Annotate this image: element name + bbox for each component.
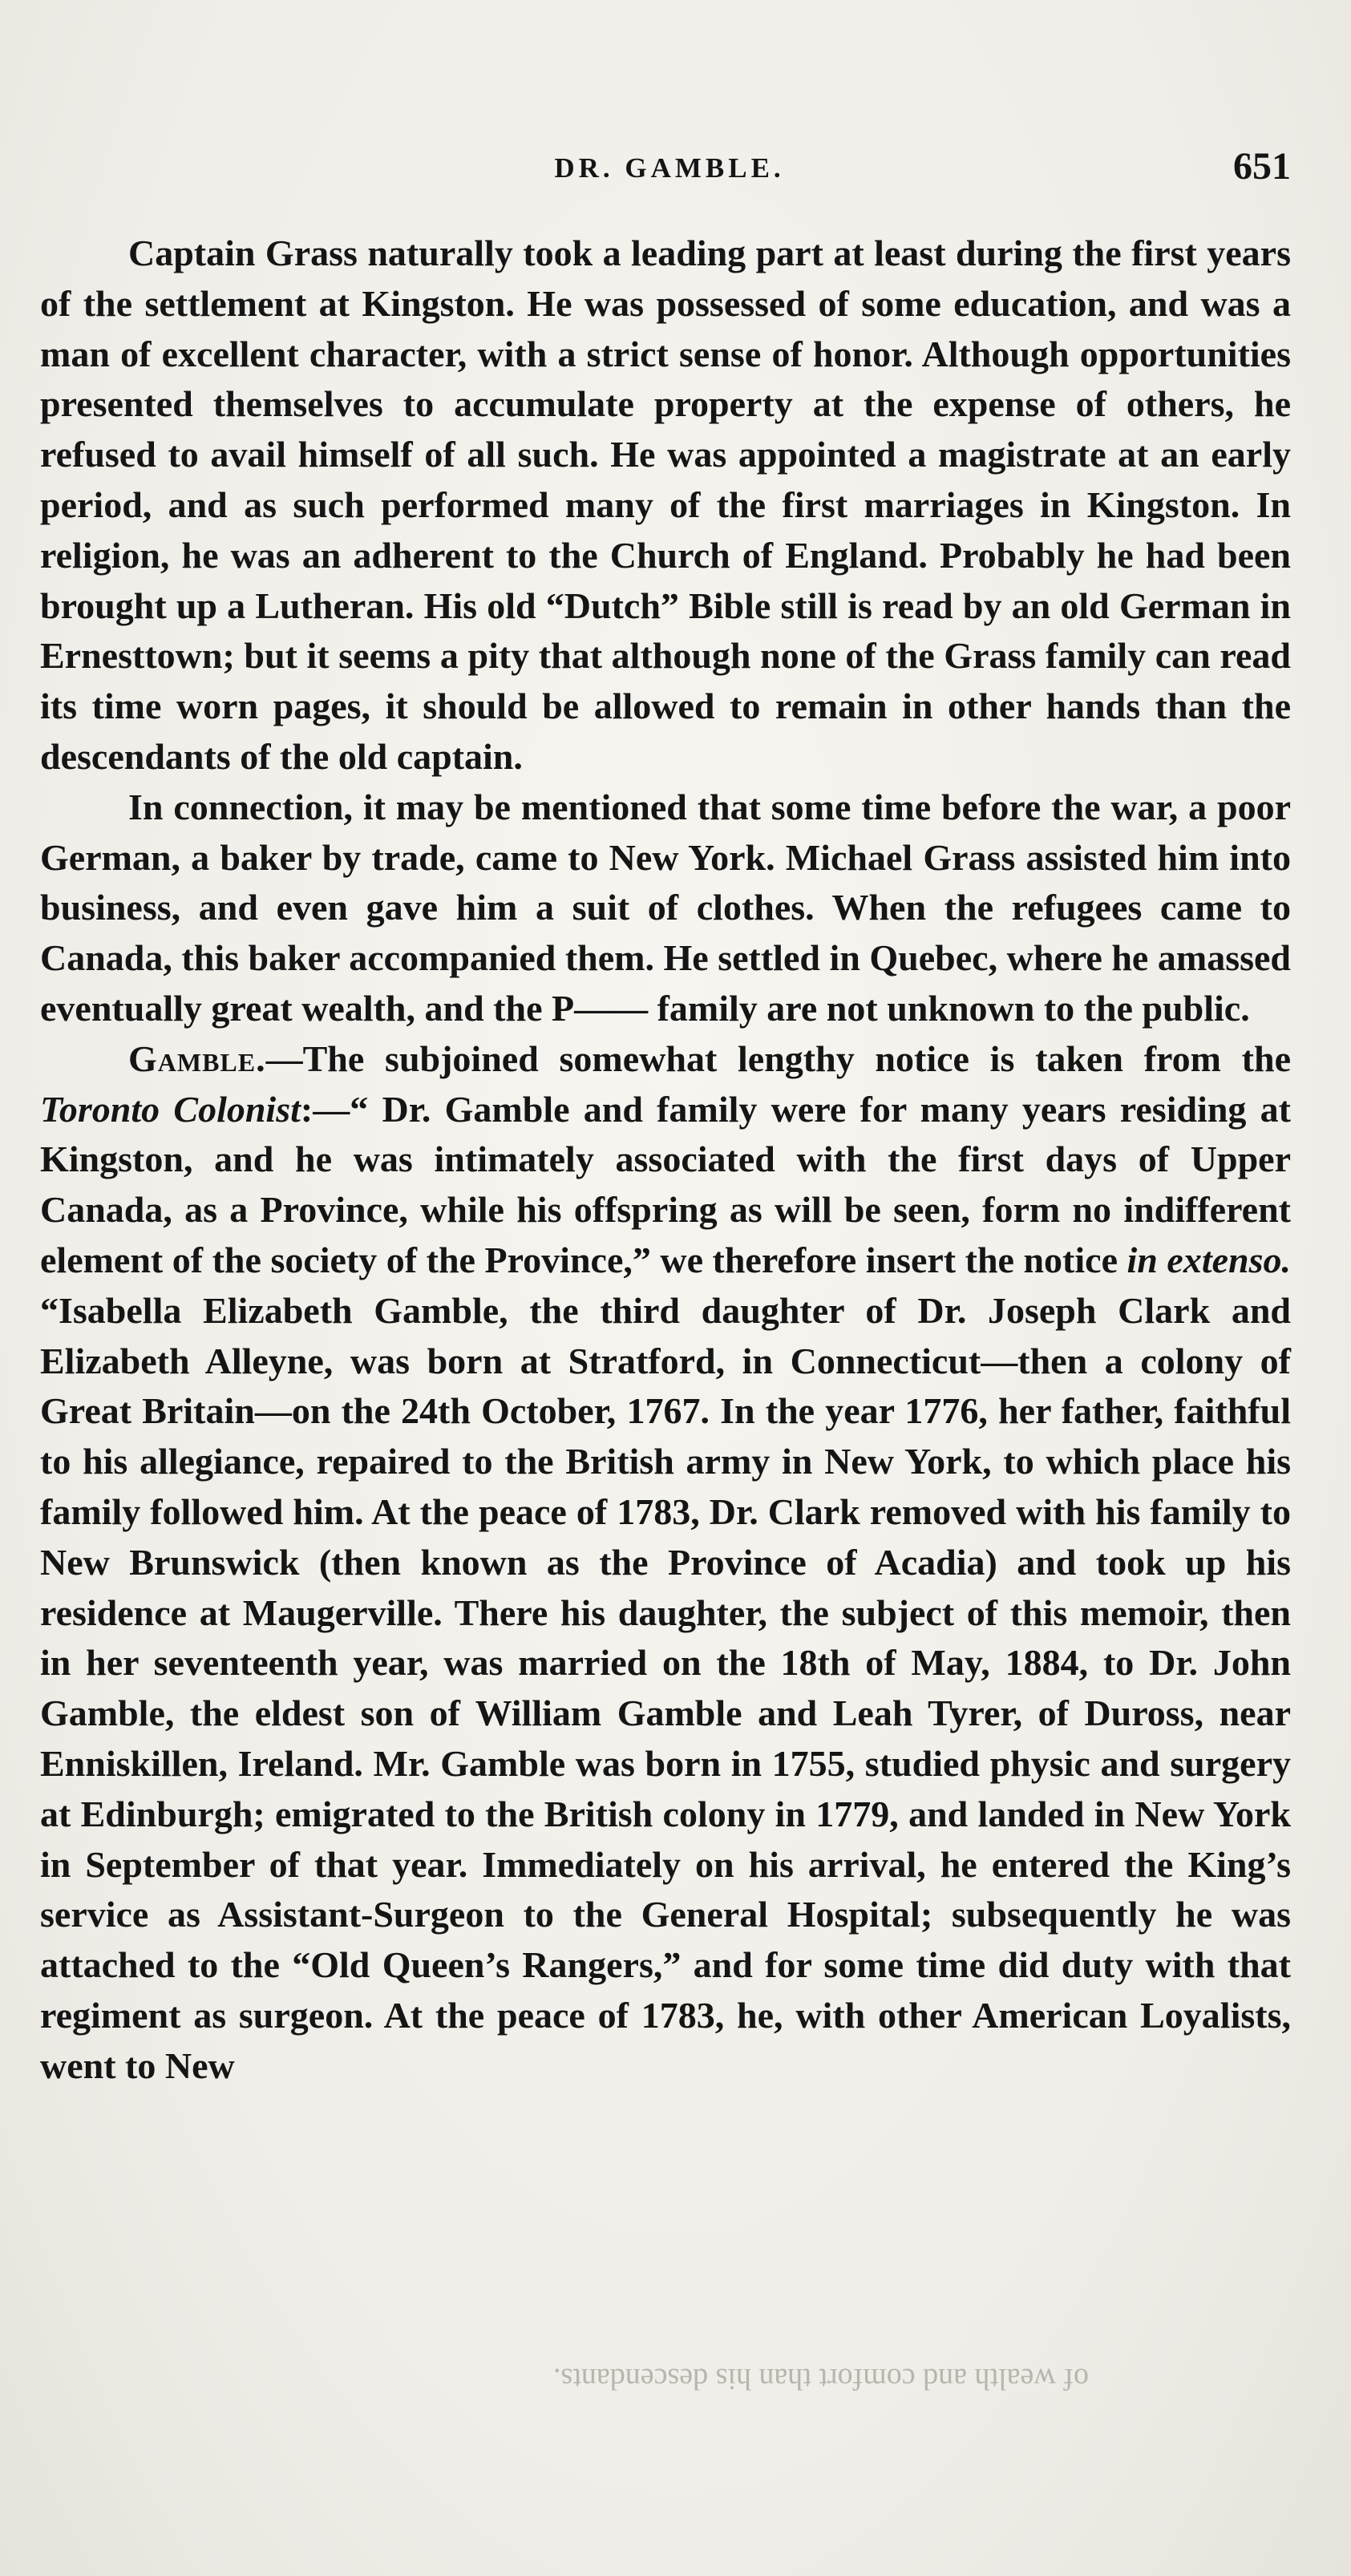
source-title: Toronto Colonist [40,1088,301,1130]
body-text [40,228,1291,2091]
gamble-text-part-b: “Isabella Elizabeth Gamble, the third daughter of Dr. Joseph Clark and Elizabeth Alleyne, was born at Stratford, in Connecticut—then a colony of Great Britain—on the 24th October, 1767. In the year 1776, her father, faithful to his allegiance, repaired to the British army in New York, to which place his family followed him. At the peace of 1783, Dr. Clark removed with his family to New Brunswick (then known as the Province of Acadia) and took up his residence at Maugerville. There his daughter, the subject of this memoir, then in her seventeenth year, was married on the 18th of May, 1884, to Dr. John Gamble, the eldest son of William Gamble and Leah Tyrer, of Duross, near Enniskillen, Ireland. Mr. Gamble was born in 1755, studied physic and surgery at Edinburgh; emigrated to the British colony in 1779, and landed in New York in September of that year. Immediately on his arrival, he entered the King’s service as Assistant-Surgeon to the General Hospital; subsequently he was attached to the “Old Queen’s Rangers,” and for some time did duty with that regiment as surgeon. At the peace of 1783, he, with other American Loyalists, went to New [40,1289,1291,2086]
paragraph-grass: Captain Grass naturally took a leading part at least during the first years of the settlement at Kingston. He was possessed of some education, and was a man of excellent character, with a strict sense of honor. Although opportunities presented themselves to accumulate property at the expense of others, he refused to avail himself of all such. He was appointed a magistrate at an early period, and as such performed many of the first marriages in Kingston. In religion, he was an adherent to the Church of England. Probably he had been brought up a Lutheran. His old “Dutch” Bible still is read by an old German in Ernesttown; but it seems a pity that although none of the Grass family can read its time worn pages, it should be allowed to remain in other hands than the descendants of the old captain. [40,233,1291,777]
in-extenso: in extenso. [1127,1239,1291,1280]
gamble-intro-text: —The subjoined somewhat lengthy notice is taken from the [265,1037,1291,1079]
show-through-text: of wealth and comfort than his descendants. [553,2362,1089,2396]
page-number: 651 [1233,145,1291,188]
gamble-text-part-a: :—“ Dr. Gamble and family were for many years residing at Kingston, and he was intimately associated with the first days of Upper Canada, as a Province, while his offspring as will be seen, form no indifferent element of the society of the Province,” we therefore insert the notice [40,1088,1291,1280]
running-head: DR. GAMBLE. [554,152,785,184]
paragraph-baker: In connection, it may be mentioned that some time before the war, a poor German, a baker by trade, came to New York. Michael Grass assisted him into business, and even gave him a suit of clothes. When the refugees came to Canada, this baker accompanied them. He settled in Quebec, where he amassed eventually great wealth, and the P—— family are not unknown to the public. [40,786,1291,1029]
section-heading-gamble: Gamble. [128,1037,266,1079]
page-header [48,144,1291,200]
paragraph-gamble [40,1034,1291,2092]
